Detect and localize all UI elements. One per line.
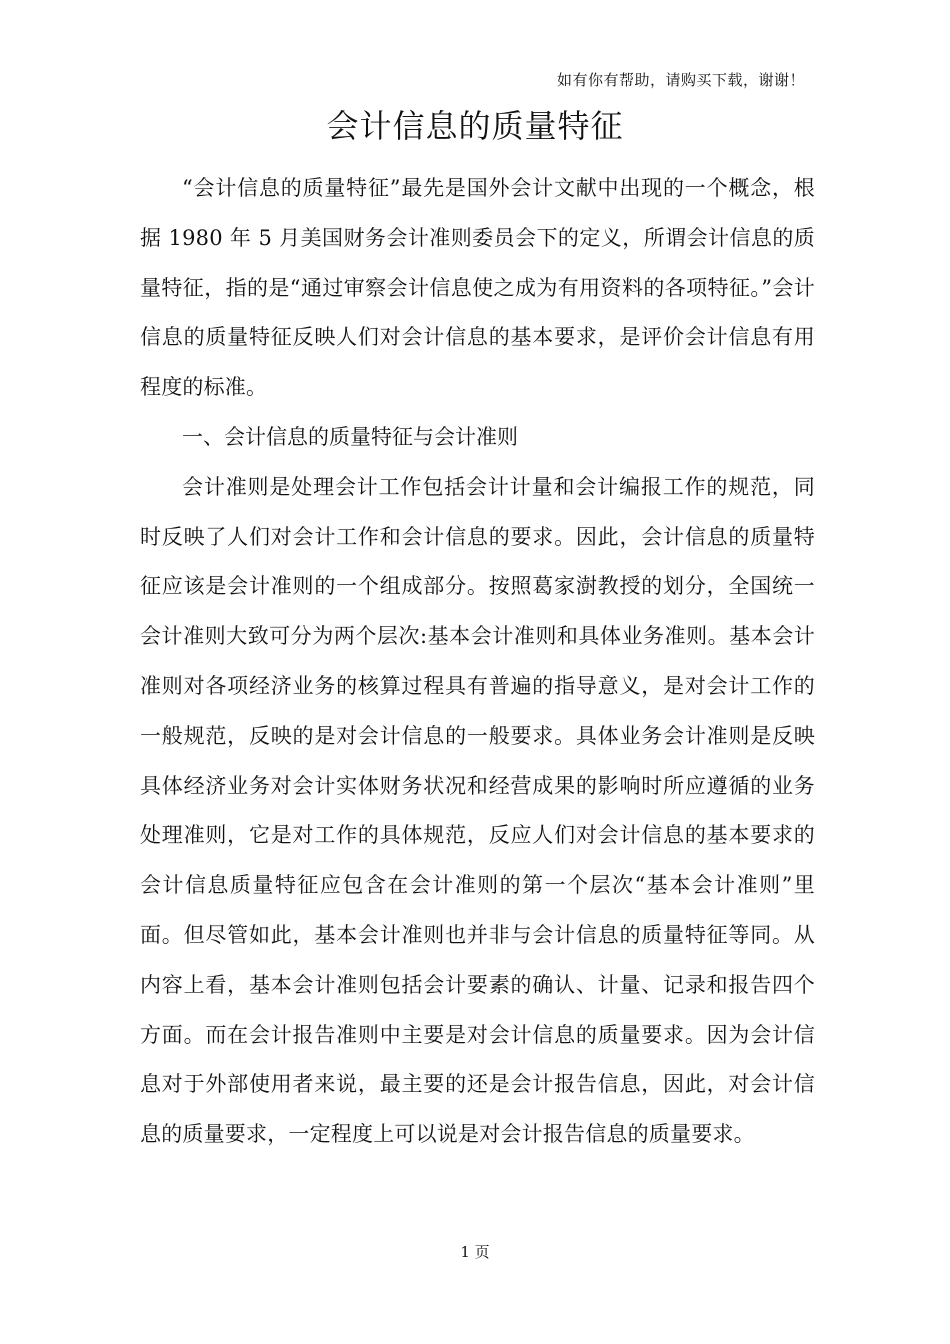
page-number: 1 页 [460,1243,490,1261]
header-note: 如有你有帮助，请购买下载，谢谢！ [556,71,805,89]
section-paragraph: 会计准则是处理会计工作包括会计计量和会计编报工作的规范，同时反映了人们对会计工作和会计信息的要求。因此，会计信息的质量特征应该是会计准则的一个组成部分。按照葛家澍教授的划分，全国统一会计准则大致可分为两个层次:基本会计准则和具体业务准则。基本会计准则对各项经济业务的核算过程具有普遍的指导意义，是对会计工作的一般规范，反映的是对会计信息的一般要求。具体业务会计准则是反映具体经济业务对会计实体财务状况和经营成果的影响时所应遵循的业务处理准则，它是对工作的具体规范，反应人们对会计信息的基本要求的会计信息质量特征应包含在会计准则的第一个层次“基本会计准则”里面。但尽管如此，基本会计准则也并非与会计信息的质量特征等同。从内容上看，基本会计准则包括会计要素的确认、计量、记录和报告四个方面。而在会计报告准则中主要是对会计信息的质量要求。因为会计信息对于外部使用者来说，最主要的还是会计报告信息，因此，对会计信息的质量要求，一定程度上可以说是对会计报告信息的质量要求。 [140,474,815,1147]
document-body [140,164,815,1160]
section-heading: 一、会计信息的质量特征与会计准则 [182,424,518,449]
document-title: 会计信息的质量特征 [326,107,624,145]
intro-paragraph: “会计信息的质量特征”最先是国外会计文献中出现的一个概念，根据 1980 年 5 月美国财务会计准则委员会下的定义，所谓会计信息的质量特征，指的是“通过审察会计信息使之成为有用资料的各项特征。”会计信息的质量特征反映人们对会计信息的基本要求，是评价会计信息有用程度的标准。 [140,176,815,400]
